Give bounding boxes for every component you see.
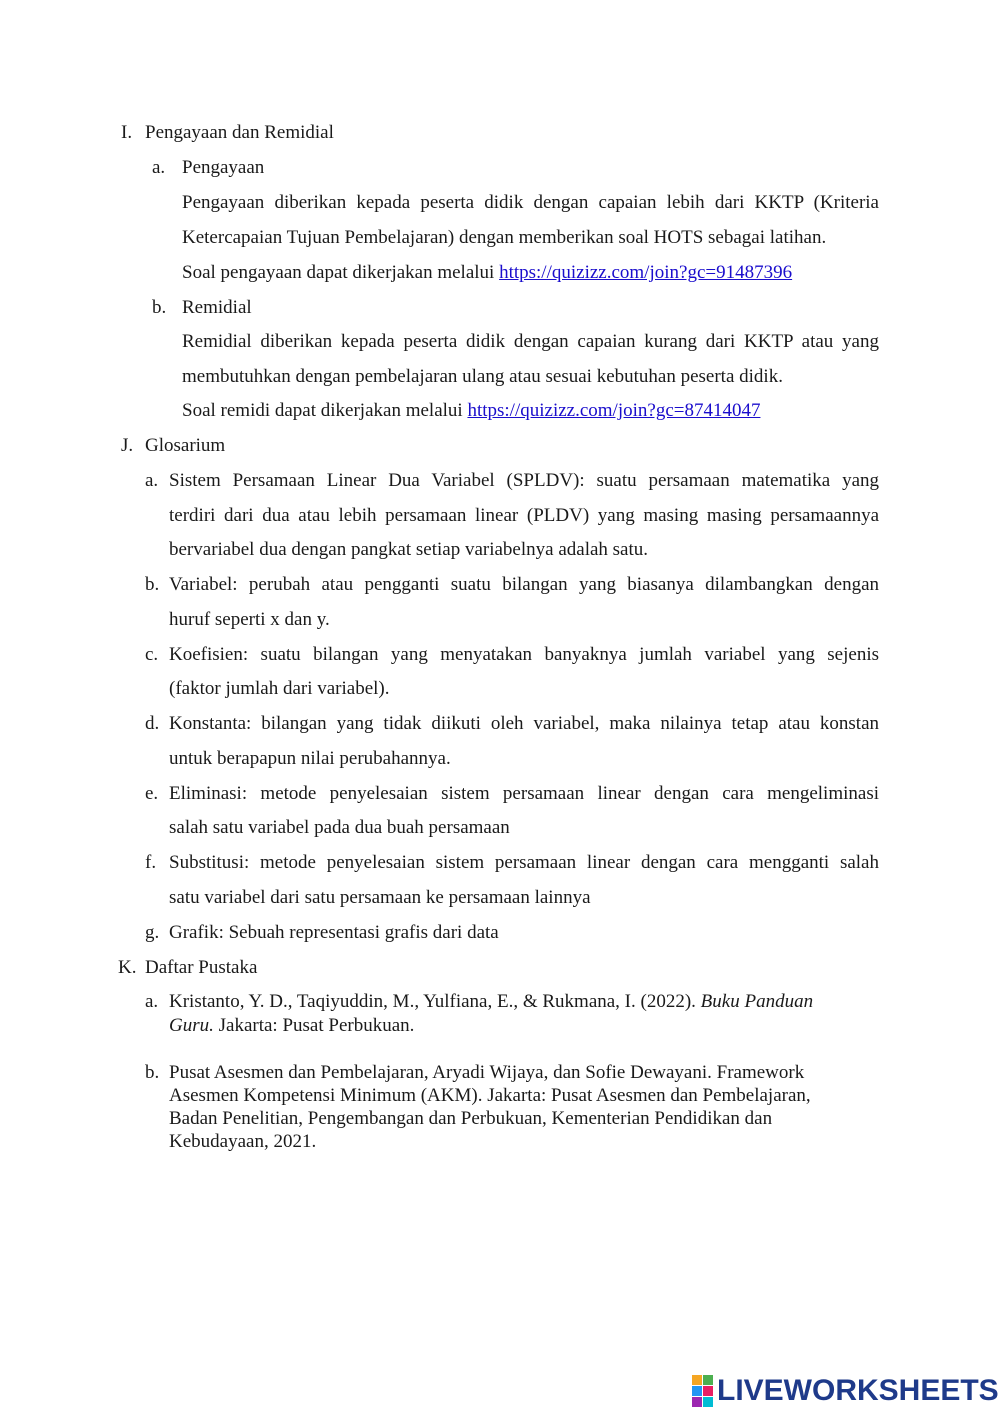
logo-block	[703, 1386, 713, 1396]
glossary-a-line-2: terdiri dari dua atau lebih persamaan linear (PLDV) yang masing masing persamaannya	[169, 505, 879, 526]
reference-a-authors: Kristanto, Y. D., Taqiyuddin, M., Yulfiana, E., & Rukmana, I. (2022).	[169, 991, 701, 1012]
logo-block	[703, 1375, 713, 1385]
glossary-g-marker: g.	[145, 922, 160, 943]
logo-block	[692, 1386, 702, 1396]
glossary-d-line-2: untuk berapapun nilai perubahannya.	[169, 748, 451, 769]
pengayaan-link-prefix: Soal pengayaan dapat dikerjakan melalui	[182, 262, 500, 283]
glossary-e-line-2: salah satu variabel pada dua buah persamaan	[169, 817, 510, 838]
liveworksheets-logo-icon	[692, 1375, 713, 1407]
glossary-b-line-2: huruf seperti x dan y.	[169, 609, 330, 630]
section-i-number: I.	[121, 122, 133, 143]
logo-block	[692, 1375, 702, 1385]
liveworksheets-wordmark: LIVEWORKSHEETS	[717, 1374, 999, 1407]
pengayaan-paragraph-line-1: Pengayaan diberikan kepada peserta didik dengan capaian lebih dari KKTP (Kriteria	[182, 192, 879, 213]
section-i-a-marker: a.	[152, 157, 166, 178]
glossary-d-marker: d.	[145, 713, 160, 734]
remidial-paragraph-line-2: membutuhkan dengan pembelajaran ulang atau sesuai kebutuhan peserta didik.	[182, 366, 783, 387]
remidial-link-prefix: Soal remidi dapat dikerjakan melalui	[182, 400, 468, 421]
reference-b-line-1: Pusat Asesmen dan Pembelajaran, Aryadi Wijaya, dan Sofie Dewayani. Framework	[169, 1062, 805, 1083]
glossary-g-line-1: Grafik: Sebuah representasi grafis dari data	[169, 922, 499, 943]
glossary-f-line-2: satu variabel dari satu persamaan ke persamaan lainnya	[169, 887, 591, 908]
reference-b-line-2: Asesmen Kompetensi Minimum (AKM). Jakarta: Pusat Asesmen dan Pembelajaran,	[169, 1085, 811, 1106]
reference-b-line-4: Kebudayaan, 2021.	[169, 1131, 317, 1152]
glossary-a-marker: a.	[145, 470, 159, 491]
glossary-c-marker: c.	[145, 644, 159, 665]
section-j-number: J.	[121, 435, 134, 456]
glossary-f-marker: f.	[145, 852, 157, 873]
section-k-number: K.	[118, 957, 137, 978]
pengayaan-link-line	[182, 261, 792, 285]
remidial-quiz-link[interactable]: https://quizizz.com/join?gc=87414047	[467, 400, 761, 421]
reference-a-line-2	[169, 1014, 414, 1038]
glossary-c-line-2: (faktor jumlah dari variabel).	[169, 678, 390, 699]
reference-a-book-title: Buku Panduan	[700, 991, 814, 1012]
pengayaan-quiz-link[interactable]: https://quizizz.com/join?gc=91487396	[499, 262, 793, 283]
logo-block	[692, 1397, 702, 1407]
section-i-b-marker: b.	[152, 297, 167, 318]
glossary-b-marker: b.	[145, 574, 160, 595]
reference-a-line-1	[169, 990, 861, 1014]
section-k-title: Daftar Pustaka	[145, 957, 258, 978]
glossary-f-line-1: Substitusi: metode penyelesaian sistem persamaan linear dengan cara mengganti salah	[169, 852, 879, 873]
section-i-title: Pengayaan dan Remidial	[145, 122, 334, 143]
pengayaan-heading: Pengayaan	[182, 157, 265, 178]
reference-a-publisher: Jakarta: Pusat Perbukuan.	[213, 1015, 415, 1036]
glossary-a-line-3: bervariabel dua dengan pangkat setiap variabelnya adalah satu.	[169, 539, 649, 560]
glossary-a-line-1: Sistem Persamaan Linear Dua Variabel (SPLDV): suatu persamaan matematika yang	[169, 470, 879, 491]
pengayaan-paragraph-line-2: Ketercapaian Tujuan Pembelajaran) dengan memberikan soal HOTS sebagai latihan.	[182, 227, 827, 248]
remidial-heading: Remidial	[182, 297, 252, 318]
remidial-paragraph-line-1: Remidial diberikan kepada peserta didik dengan capaian kurang dari KKTP atau yang	[182, 331, 879, 352]
glossary-e-marker: e.	[145, 783, 159, 804]
section-j-title: Glosarium	[145, 435, 226, 456]
logo-block	[703, 1397, 713, 1407]
glossary-c-line-1: Koefisien: suatu bilangan yang menyatakan banyaknya jumlah variabel yang sejenis	[169, 644, 879, 665]
reference-b-line-3: Badan Penelitian, Pengembangan dan Perbukuan, Kementerian Pendidikan dan	[169, 1108, 773, 1129]
glossary-b-line-1: Variabel: perubah atau pengganti suatu bilangan yang biasanya dilambangkan dengan	[169, 574, 879, 595]
reference-a-book-title-cont: Guru.	[169, 1015, 214, 1036]
glossary-e-line-1: Eliminasi: metode penyelesaian sistem persamaan linear dengan cara mengeliminasi	[169, 783, 879, 804]
liveworksheets-brand	[692, 1374, 999, 1408]
reference-b-marker: b.	[145, 1062, 160, 1083]
reference-a-marker: a.	[145, 991, 159, 1012]
glossary-d-line-1: Konstanta: bilangan yang tidak diikuti oleh variabel, maka nilainya tetap atau konstan	[169, 713, 879, 734]
remidial-link-line	[182, 399, 760, 423]
